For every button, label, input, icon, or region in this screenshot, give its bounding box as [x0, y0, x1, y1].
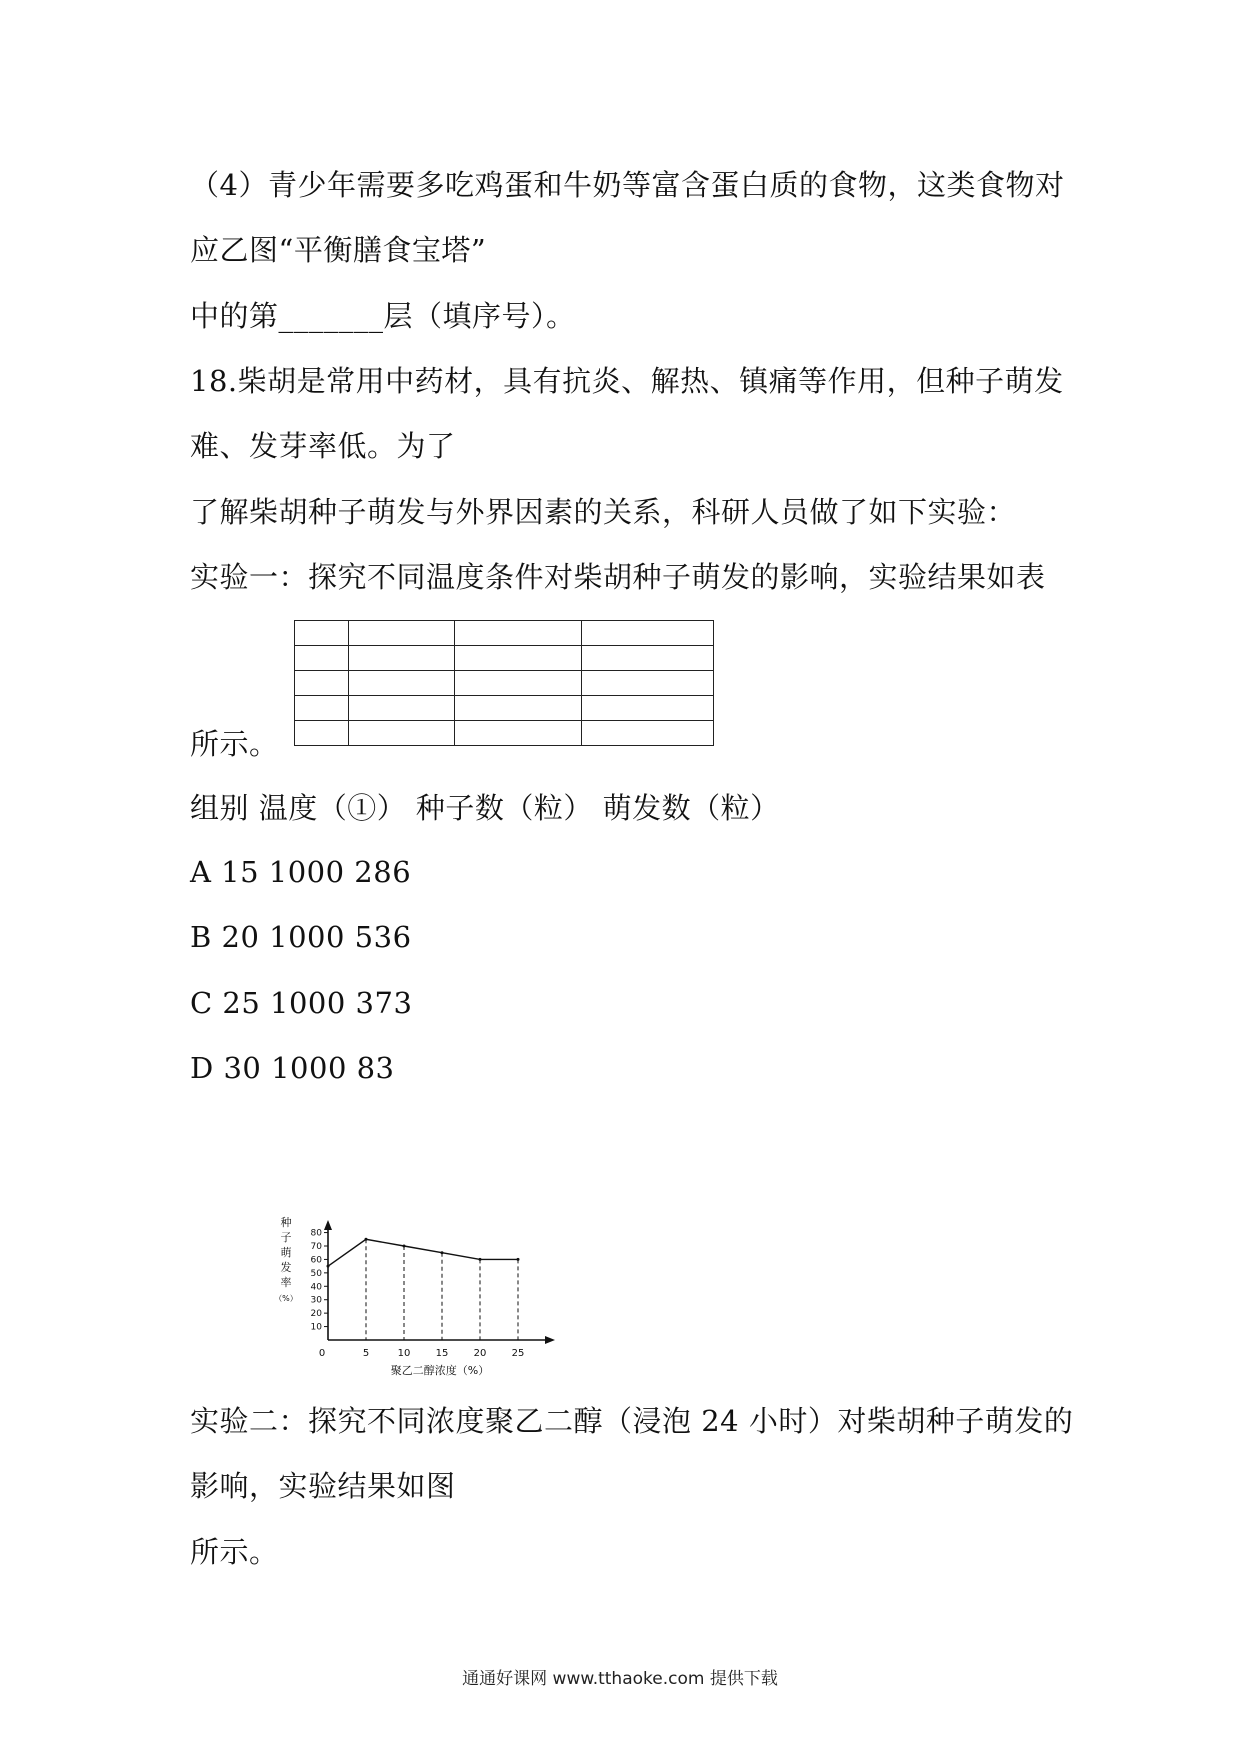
text-line-3: 中的第_______层（填序号）。 [190, 299, 576, 333]
x-tick-label: 0 [318, 1348, 326, 1359]
question-18: 18.柴胡是常用中药材，具有抗炎、解热、镇痛等作用，但种子萌发 [190, 364, 1064, 398]
x-tick-label: 20 [473, 1348, 487, 1359]
experiment-2-line: 实验二：探究不同浓度聚乙二醇（浸泡 24 小时）对柴胡种子萌发的 [190, 1404, 1074, 1438]
text-line-8: 所示。 [190, 727, 279, 761]
y-axis-arrow [324, 1220, 332, 1230]
x-axis-label: 聚乙二醇浓度（%） [390, 1364, 490, 1377]
y-tick-label: 40 [310, 1282, 322, 1293]
y-tick-label: 20 [310, 1309, 322, 1320]
table-header-row: 组别 温度（①） 种子数（粒） 萌发数（粒） [190, 791, 780, 825]
y-tick-label: 50 [310, 1268, 322, 1279]
y-axis-label-char: 发 [280, 1261, 292, 1274]
y-tick-label: 80 [310, 1228, 322, 1239]
text-line-16: 所示。 [190, 1535, 279, 1569]
data-point [517, 1258, 520, 1261]
table-row-c: C 25 1000 373 [190, 986, 413, 1020]
text-line-6: 了解柴胡种子萌发与外界因素的关系，科研人员做了如下实验： [190, 495, 1017, 529]
table-row-d: D 30 1000 83 [190, 1051, 395, 1085]
data-point [403, 1245, 406, 1248]
data-point [479, 1258, 482, 1261]
x-tick-label: 5 [362, 1348, 370, 1359]
text-line-5: 难、发芽率低。为了 [190, 429, 456, 463]
y-axis-label-char: 萌 [280, 1246, 292, 1259]
y-axis-label-char: （%） [274, 1294, 298, 1303]
y-tick-label: 70 [310, 1242, 322, 1252]
empty-table-grid [294, 620, 714, 746]
data-point [365, 1238, 368, 1241]
table-row-b: B 20 1000 536 [190, 920, 412, 954]
y-tick-label: 30 [310, 1295, 322, 1306]
y-axis-label-char: 子 [280, 1231, 292, 1244]
data-point [327, 1265, 330, 1268]
x-tick-label: 15 [435, 1348, 449, 1359]
text-line-2: 应乙图“平衡膳食宝塔” [190, 233, 487, 267]
y-axis-label-char: 种 [280, 1216, 292, 1229]
data-point [441, 1251, 444, 1254]
text-line-15: 影响，实验结果如图 [190, 1469, 456, 1503]
x-tick-label: 10 [397, 1348, 411, 1359]
table-row-a: A 15 1000 286 [190, 855, 412, 889]
x-axis-arrow [545, 1336, 555, 1344]
y-tick-label: 10 [310, 1322, 322, 1333]
y-tick-label: 60 [310, 1255, 322, 1266]
x-tick-label: 25 [511, 1348, 525, 1359]
text-line-1: （4）青少年需要多吃鸡蛋和牛奶等富含蛋白质的食物，这类食物对 [190, 168, 1065, 202]
experiment-1-line: 实验一：探究不同温度条件对柴胡种子萌发的影响，实验结果如表 [190, 560, 1046, 594]
series-line [328, 1239, 518, 1266]
y-axis-label-char: 率 [280, 1276, 292, 1289]
footer-download-note: 通通好课网 www.tthaoke.com 提供下载 [462, 1669, 778, 1689]
germination-rate-chart [270, 1212, 570, 1392]
